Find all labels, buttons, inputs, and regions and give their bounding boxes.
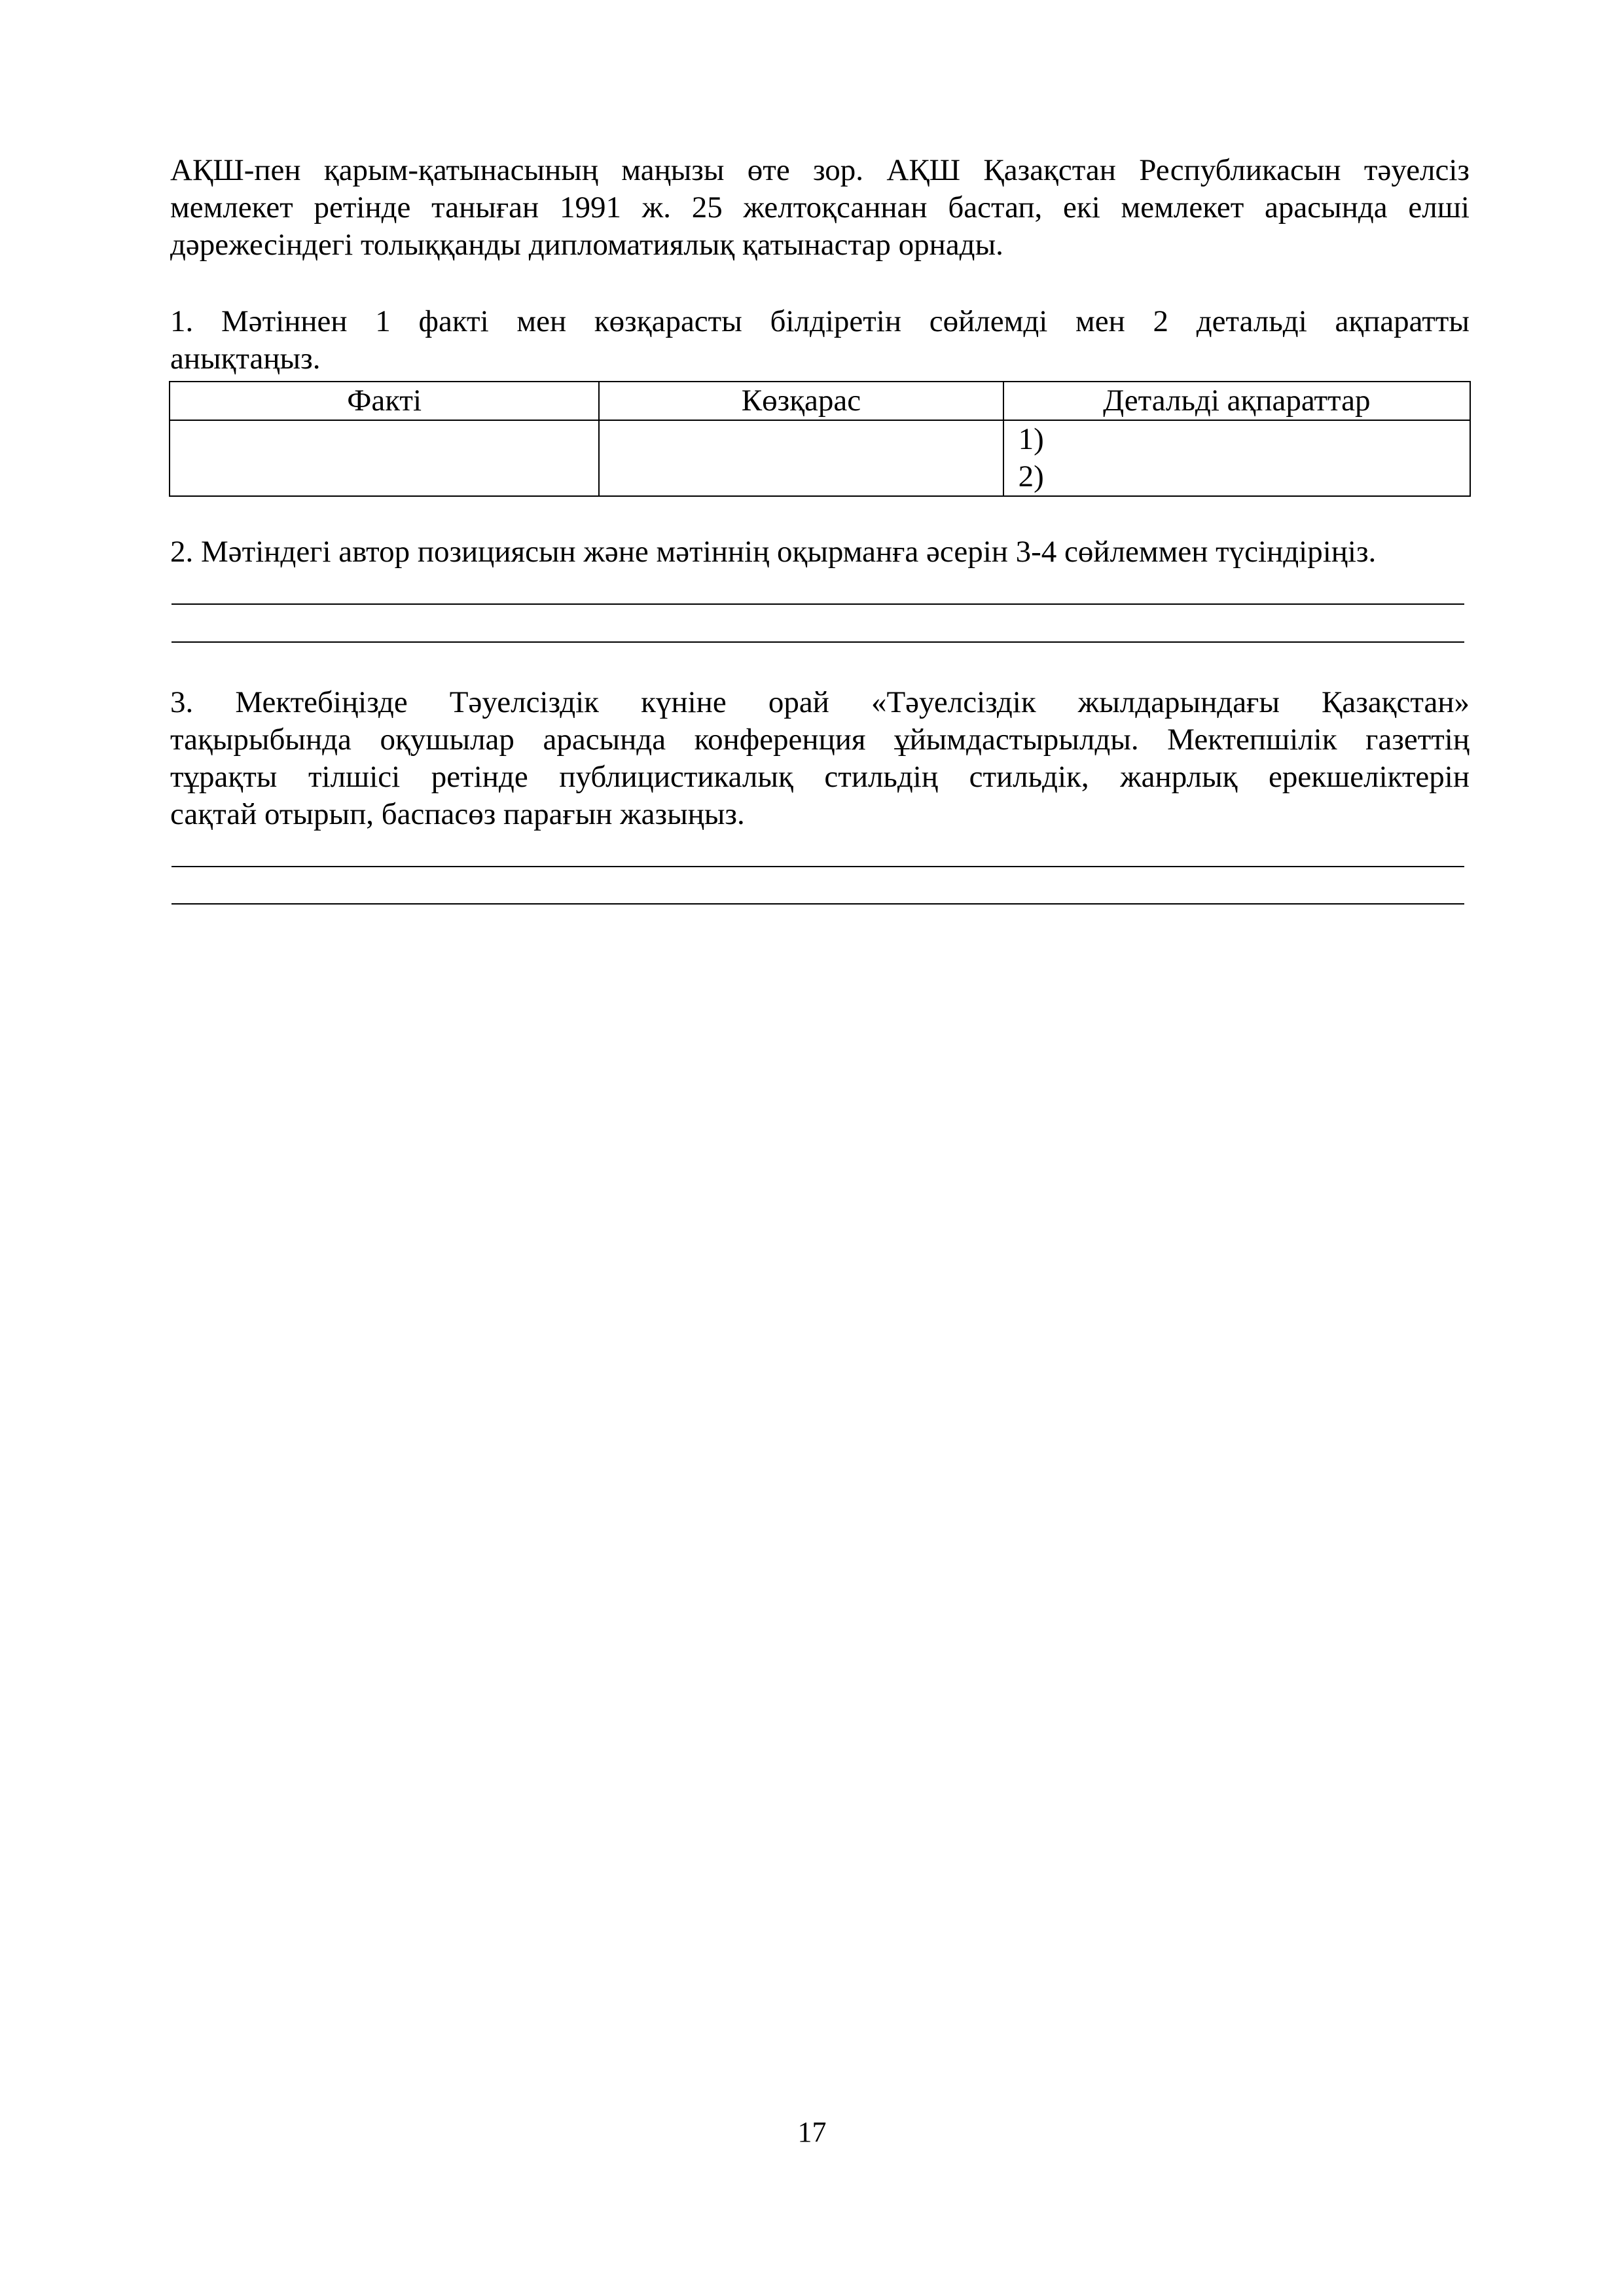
task-3-line: тақырыбында оқушылар арасында конференция ұйымдастырылды. Мектепшілік газеттің [170, 723, 1470, 757]
task-1-line: анықтаңыз. [170, 342, 321, 376]
detail-item-1: 1) [1018, 422, 1044, 456]
details-answer-cell[interactable] [1003, 420, 1470, 496]
task-1-line: 1. Мәтіннен 1 факті мен көзқарасты білдіретін сөйлемді мен 2 детальді ақпаратты [170, 304, 1470, 338]
answer-table-header-row [170, 382, 1470, 420]
task-3-line: тұрақты тілшісі ретінде публицистикалық стильдің стильдік, жанрлық ерекшеліктерін [170, 760, 1470, 794]
task-3-prompt [170, 684, 1470, 833]
detail-item-2: 2) [1018, 459, 1044, 493]
intro-line: АҚШ-пен қарым-қатынасының маңызы өте зор. АҚШ Қазақстан Республикасын тәуелсіз [170, 153, 1470, 187]
intro-paragraph [170, 152, 1470, 264]
task-2-line: 2. Мәтіндегі автор позициясын және мәтіннің оқырманға әсерін 3-4 сөйлеммен түсіндіріңіз. [170, 535, 1377, 569]
answer-table [169, 381, 1471, 497]
page-number: 17 [797, 2116, 827, 2148]
answer-line[interactable] [171, 866, 1464, 867]
intro-line: дәрежесіндегі толыққанды дипломатиялық қатынастар орнады. [170, 228, 1003, 262]
intro-line: мемлекет ретінде таныған 1991 ж. 25 желтоқсаннан бастап, екі мемлекет арасында елші [170, 190, 1470, 224]
task-3-line: 3. Мектебіңізде Тәуелсіздік күніне орай «Тәуелсіздік жылдарындағы Қазақстан» [170, 685, 1470, 719]
column-header-fact: Факті [170, 382, 599, 420]
column-header-details: Детальді ақпараттар [1003, 382, 1470, 420]
answer-table-row [170, 420, 1470, 496]
opinion-answer-cell[interactable] [599, 420, 1003, 496]
task-1-prompt [170, 303, 1470, 378]
task-3-line: сақтай отырып, баспасөз парағын жазыңыз. [170, 797, 745, 831]
answer-line[interactable] [171, 903, 1464, 905]
fact-answer-cell[interactable] [170, 420, 599, 496]
answer-line[interactable] [171, 603, 1464, 605]
task-2-prompt [170, 533, 1470, 571]
column-header-opinion: Көзқарас [599, 382, 1003, 420]
answer-line[interactable] [171, 641, 1464, 643]
